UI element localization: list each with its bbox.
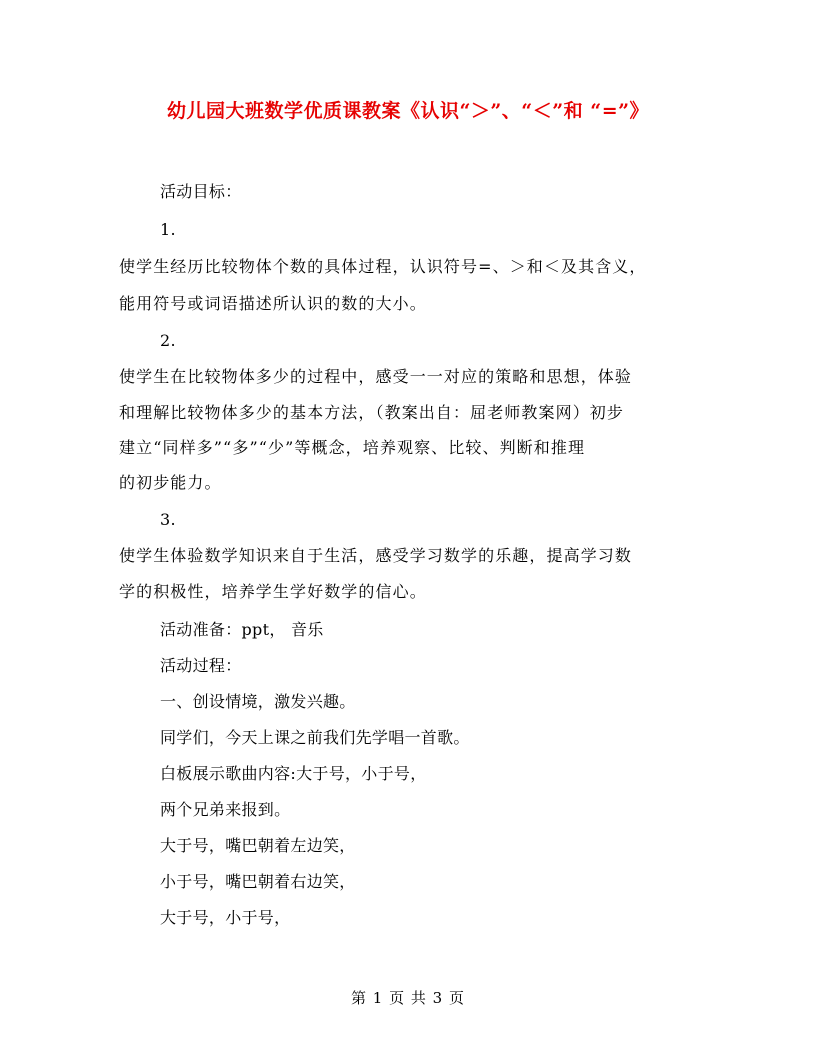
paragraph-line: 同学们，今天上课之前我们先学唱一首歌。 bbox=[160, 728, 470, 747]
page-footer: 第 1 页 共 3 页 bbox=[351, 989, 465, 1007]
paragraph-line: 大于号，小于号， bbox=[160, 908, 291, 927]
paragraph-line: 1. bbox=[160, 220, 176, 239]
paragraph-line: 3. bbox=[160, 510, 176, 529]
paragraph-line: 建立“同样多”“多”“少”等概念，培养观察、比较、判断和推理 bbox=[119, 438, 586, 457]
paragraph-line: 小于号，嘴巴朝着右边笑， bbox=[160, 872, 356, 891]
paragraph-line: 活动准备：ppt， 音乐 bbox=[160, 620, 324, 639]
paragraph-line: 和理解比较物体多少的基本方法，（教案出自：屈老师教案网）初步 bbox=[119, 403, 625, 422]
paragraph-line: 一、创设情境，激发兴趣。 bbox=[160, 692, 356, 711]
paragraph-line: 大于号，嘴巴朝着左边笑， bbox=[160, 836, 356, 855]
paragraph-line: 使学生体验数学知识来自于生活，感受学习数学的乐趣，提高学习数 bbox=[119, 546, 633, 565]
paragraph-line: 活动目标： bbox=[160, 182, 242, 201]
paragraph-line: 活动过程： bbox=[160, 656, 242, 675]
paragraph-line: 使学生经历比较物体个数的具体过程，认识符号=、＞和＜及其含义， bbox=[119, 257, 647, 276]
paragraph-line: 白板展示歌曲内容:大于号，小于号， bbox=[160, 764, 427, 783]
paragraph-line: 2. bbox=[160, 331, 176, 350]
paragraph-line: 两个兄弟来报到。 bbox=[160, 800, 291, 819]
paragraph-line: 学的积极性，培养学生学好数学的信心。 bbox=[119, 582, 427, 601]
document-title: 幼儿园大班数学优质课教案《认识“＞”、“＜”和 “=”》 bbox=[166, 100, 650, 122]
paragraph-line: 的初步能力。 bbox=[119, 473, 222, 492]
paragraph-line: 能用符号或词语描述所认识的数的大小。 bbox=[119, 294, 427, 313]
paragraph-line: 使学生在比较物体多少的过程中，感受一一对应的策略和思想，体验 bbox=[119, 367, 633, 386]
